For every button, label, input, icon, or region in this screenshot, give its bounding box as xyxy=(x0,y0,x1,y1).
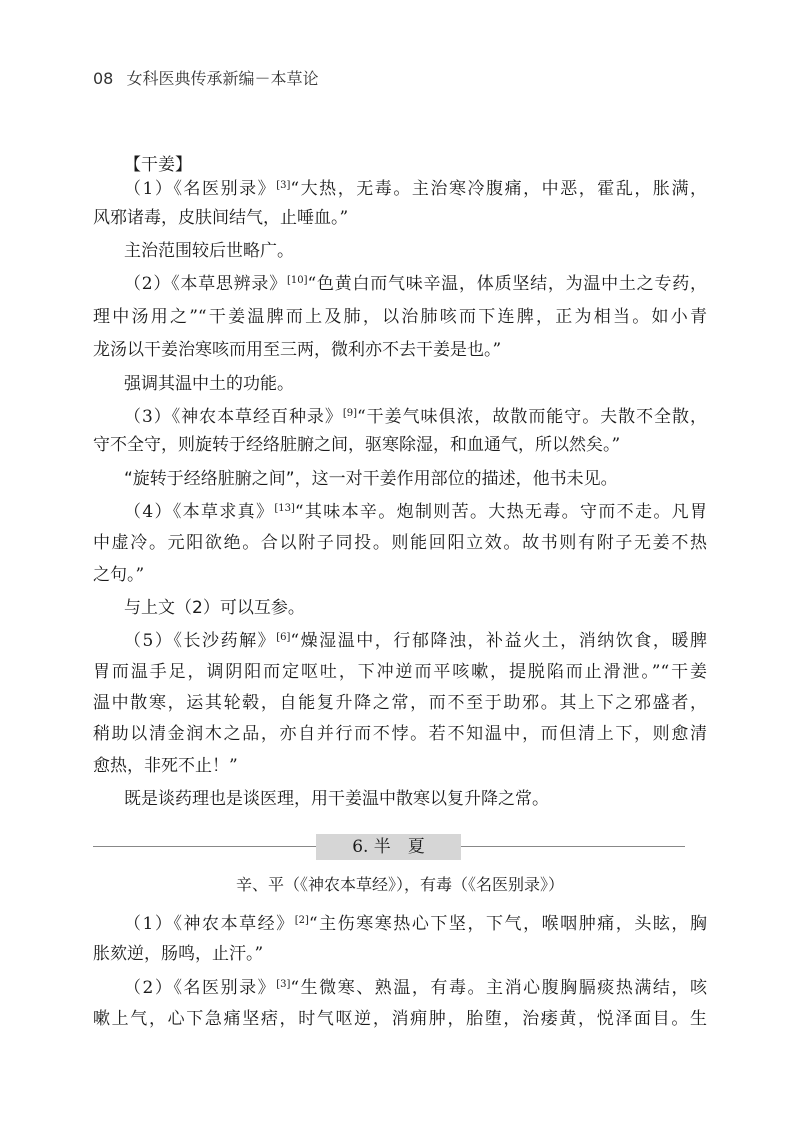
entry-line: 稍助以清金润木之品，亦自并行而不悖。若不知温中，而但清上下，则愈清 xyxy=(93,724,707,744)
commentary: 与上文（2）可以互参。 xyxy=(124,598,305,618)
running-header xyxy=(93,66,318,89)
citation-ref: [3] xyxy=(276,979,291,990)
commentary: 强调其温中土的功能。 xyxy=(124,374,294,394)
entry-line: 中虚冷。元阳欲绝。合以附子同投。则能回阳立效。故书则有附子无姜不热 xyxy=(93,533,707,553)
entry-line: （3）《神农本草经百种录》[9]“干姜气味俱浓，故散而能守。夫散不全散， xyxy=(124,407,707,427)
citation-ref: [3] xyxy=(276,180,291,191)
entry-line: 龙汤以干姜治寒咳而用至三两，微利亦不去干姜是也。” xyxy=(93,340,502,360)
commentary: “旋转于经络脏腑之间”，这一对干姜作用部位的描述，他书未见。 xyxy=(124,469,618,489)
commentary: 主治范围较后世略广。 xyxy=(124,241,294,261)
entry-line: （2）《本草思辨录》[10]“色黄白而气味辛温，体质坚结，为温中土之专药， xyxy=(124,274,707,294)
entry-line: 风邪诸毒，皮肤间结气，止唾血。” xyxy=(93,208,349,228)
herb-heading-banxia: 6. 半 夏 xyxy=(316,834,461,860)
entry-line: （2）《名医别录》[3]“生微寒、熟温，有毒。主消心腹胸膈痰热满结，咳 xyxy=(124,978,707,998)
commentary: 既是谈药理也是谈医理，用干姜温中散寒以复升降之常。 xyxy=(124,789,549,809)
citation-ref: [2] xyxy=(294,915,309,926)
entry-line: 理中汤用之”“干姜温脾而上及肺，以治肺咳而下连脾，正为相当。如小青 xyxy=(93,307,707,327)
citation-ref: [13] xyxy=(274,503,295,514)
herb-title-ganjiang: 【干姜】 xyxy=(124,155,192,175)
book-title: 女科医典传承新编－本草论 xyxy=(126,69,319,88)
entry-line: （5）《长沙药解》[6]“燥湿温中，行郁降浊，补益火土，消纳饮食，暖脾 xyxy=(124,631,707,651)
entry-line: （4）《本草求真》[13]“其味本辛。炮制则苦。大热无毒。守而不走。凡胃 xyxy=(124,502,707,522)
entry-line: （1）《神农本草经》[2]“主伤寒寒热心下坚，下气，喉咽肿痛，头眩，胸 xyxy=(124,914,707,934)
page-number: 08 xyxy=(93,69,114,88)
citation-ref: [6] xyxy=(276,632,291,643)
entry-line: 嗽上气，心下急痛坚痞，时气呕逆，消痈肿，胎堕，治痿黄，悦泽面目。生 xyxy=(93,1009,707,1029)
citation-ref: [9] xyxy=(342,408,357,419)
entry-line: 守不全守，则旋转于经络脏腑之间，驱寒除湿，和血通气，所以然矣。” xyxy=(93,435,621,455)
herb-properties: 辛、平（《神农本草经》），有毒（《名医别录》） xyxy=(235,875,564,894)
entry-line: 胃而温手足，调阴阳而定呕吐，下冲逆而平咳嗽，提脱陷而止滑泄。”“干姜 xyxy=(93,662,707,682)
entry-line: （1）《名医别录》[3]“大热，无毒。主治寒冷腹痛，中恶，霍乱，胀满， xyxy=(124,179,707,199)
entry-line: 之句。” xyxy=(93,565,145,585)
entry-line: 愈热，非死不止！” xyxy=(93,756,238,776)
entry-line: 胀欬逆，肠鸣，止汗。” xyxy=(93,944,264,964)
citation-ref: [10] xyxy=(286,275,308,286)
entry-line: 温中散寒，运其轮毂，自能复升降之常，而不至于助邪。其上下之邪盛者， xyxy=(93,693,707,713)
